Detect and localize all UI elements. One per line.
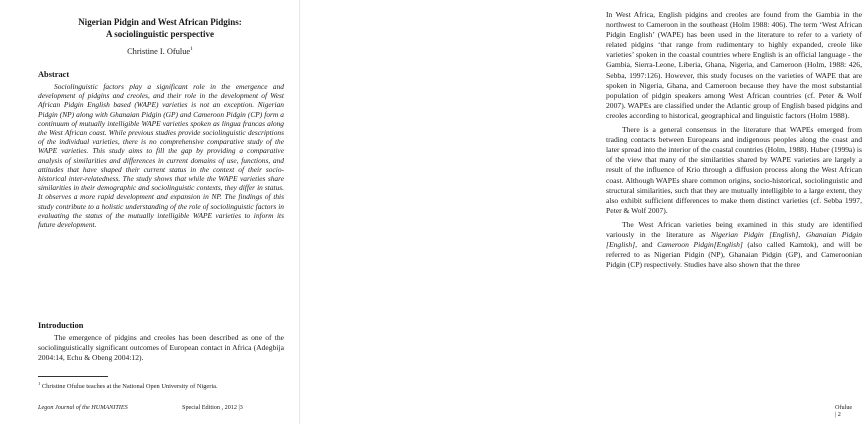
author-footnote-mark: 1: [190, 46, 193, 52]
paragraph-3-part-d: (also called Kamtok), and will be referred to as Nigerian Pidgin (NP), Ghanaian Pidgin (GP), and Cameroonian Pidgin (CP) respectively. Studies have also shown that the three: [606, 240, 862, 270]
paragraph-3: [606, 220, 862, 270]
footnote: [38, 380, 284, 391]
title-line-2: A sociolinguistic perspective: [106, 29, 214, 39]
paragraph-3-part-c: , and: [635, 240, 658, 250]
footer-journal: Legon Journal of the HUMANITIES: [38, 404, 128, 411]
right-page-body: [606, 10, 862, 270]
author-name: Christine I. Ofulue: [127, 46, 191, 56]
introduction-text: The emergence of pidgins and creoles has been described as one of the sociolinguistically significant outcomes of European contact in Africa (Adegbija 2004:14, Echu & Obeng 2004:12).: [38, 333, 284, 362]
paragraph-3-part-b: ,: [798, 229, 806, 239]
paragraph-3-part-a: The West African varieties being examined in this study are identified variously in the literature as: [606, 219, 862, 239]
paper-title: [40, 16, 280, 40]
term-cameroon-pidgin: Cameroon Pidgin[English]: [657, 240, 743, 250]
introduction-heading: Introduction: [38, 321, 84, 330]
title-line-1: Nigerian Pidgin and West African Pidgins:: [78, 17, 242, 27]
footnote-text: Christine Ofulue teaches at the National Open University of Nigeria.: [41, 383, 218, 391]
footnote-mark: 1: [38, 381, 41, 386]
abstract-heading: Abstract: [38, 70, 70, 79]
footer-page-number: Ofulue | 2: [835, 404, 853, 418]
right-page: [300, 0, 862, 424]
left-page: [0, 0, 300, 424]
abstract-text: Sociolinguistic factors play a significant role in the emergence and development of pidgins and creoles, and their role in the development of West African Pidgin English based (WAPE) varieties is not an exception. Nigerian Pidgin (NP) along with Ghanaian Pidgin (GP) and Cameroon Pidgin (CP) form a continuum of mutually intelligible WAPE varieties spoken as lingua francas along the West African coast. While previous studies provide sociolinguistic descriptions of the individual varieties, there is no comprehensive comparative study of the WAPE varieties. This study aims to fill the gap by providing a comparative analysis of similarities and differences in current domains of use, functions, and attitudes that have shaped their current status in the context of their socio-historical inter-relatedness. The study shows that while the WAPE varieties share similarities in their demographic and sociolinguistic contexts, they differ in status. It observes a more rapid development and expansion in NP. The findings of this study contribute to a holistic understanding of the role of sociolinguistic factors in evaluating the status of the mutually intelligible WAPE varieties to inform its future development.: [38, 82, 284, 230]
paragraph-1: In West Africa, English pidgins and creoles are found from the Gambia in the northwest to Cameroon in the southeast (Holm 1988: 406). The term ‘West African Pidgin English’ (WAPE) has been used in the literature to refer to a variety of related pidgins ‘that range from rudimentary to highly expanded, creole like varieties’ spoken in the coastal countries where English is an official language - the Gambia, Sierra-Leone, Liberia, Ghana, Nigeria, and Cameroon (Holm, 1988: 426, Sebba, 1997:126). However, this study focuses on the varieties of WAPE that are spoken in Nigeria, Ghana, and Cameroon because they have the most substantial population of pidgin speakers among West African countries (cf. Peter & Wolf 2007). WAPEs are classified under the Atlantic group of English based pidgins and creoles according to historical, geographical and linguistic factors (Holm 1988).: [606, 10, 862, 120]
term-ghanaian-pidgin: Ghanaian Pidgin [English]: [606, 229, 862, 250]
paragraph-2: There is a general consensus in the literature that WAPEs emerged from trading contacts between Europeans and indigenous peoples along the coast and later spread into the interior of the coastal countries (Holm, 1988). Huber (1999a) is of the view that many of the similarities shared by WAPE varieties are largely a result of the influence of Krio through a diffusion process along the West African coast. Although WAPEs share common origins, socio-historical, sociolinguistic and structural similarities, such that they are mutually intelligible to a large extent, they also exhibit sufficient differences to make them distinct varieties (cf. Sebba 1997, Peter & Wolf 2007).: [606, 125, 862, 215]
term-nigerian-pidgin: Nigerian Pidgin [English]: [710, 229, 799, 239]
footer-edition-page: Special Edition , 2012 |3: [182, 404, 243, 411]
author-line: [40, 46, 280, 56]
footnote-divider: [38, 376, 108, 377]
